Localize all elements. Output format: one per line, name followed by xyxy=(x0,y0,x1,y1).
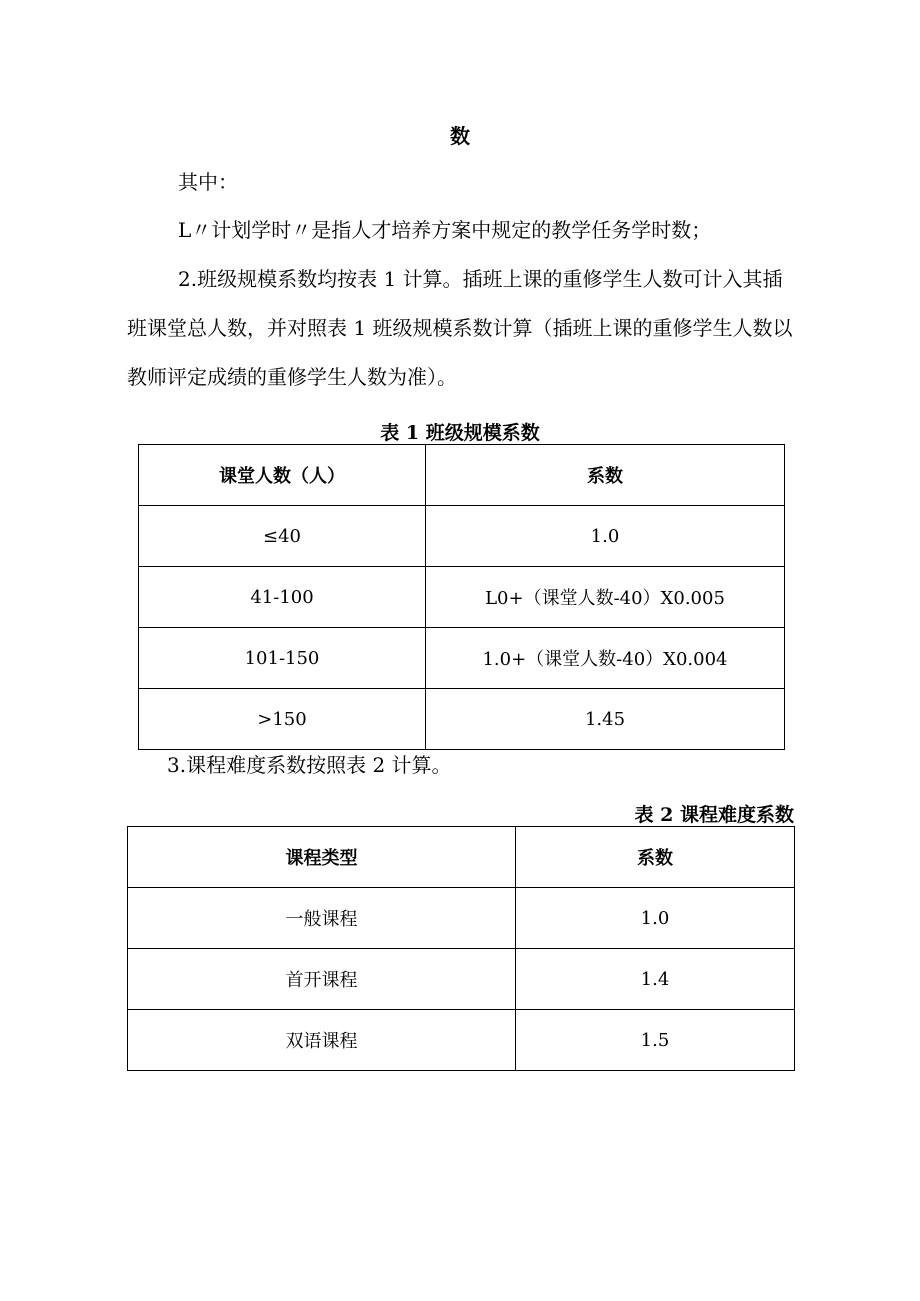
table-row xyxy=(139,567,785,628)
column-header-class-size: 课堂人数（人） xyxy=(139,445,426,506)
table-cell: ≤40 xyxy=(139,506,426,567)
table2-caption: 表 2 课程难度系数 xyxy=(634,804,794,826)
class-size-table xyxy=(138,444,785,750)
table-cell: 1.4 xyxy=(516,949,795,1010)
table-cell: >150 xyxy=(139,689,426,750)
paragraph-difficulty: 3.课程难度系数按照表 2 计算。 xyxy=(167,753,452,777)
paragraph-planned-hours: L〃计划学时〃是指人才培养方案中规定的教学任务学时数； xyxy=(178,218,712,242)
table-cell: 41-100 xyxy=(139,567,426,628)
table-cell: 1.0 xyxy=(516,888,795,949)
table-cell: 1.5 xyxy=(516,1010,795,1071)
table-row xyxy=(139,506,785,567)
table-cell: 双语课程 xyxy=(128,1010,516,1071)
table-header-row xyxy=(139,445,785,506)
table-header-row xyxy=(128,827,795,888)
table-row xyxy=(128,888,795,949)
table-cell: 1.0 xyxy=(426,506,785,567)
table1-caption: 表 1 班级规模系数 xyxy=(380,422,540,444)
paragraph-intro: 其中： xyxy=(178,170,238,194)
paragraph-class-size-line2: 班课堂总人数，并对照表 1 班级规模系数计算（插班上课的重修学生人数以 xyxy=(127,316,793,340)
column-header-coefficient: 系数 xyxy=(426,445,785,506)
paragraph-class-size-line1: 2.班级规模系数均按表 1 计算。插班上课的重修学生人数可计入其插 xyxy=(178,267,783,291)
table-cell: L0+（课堂人数-40）X0.005 xyxy=(426,567,785,628)
column-header-course-type: 课程类型 xyxy=(128,827,516,888)
table-cell: 一般课程 xyxy=(128,888,516,949)
column-header-coefficient: 系数 xyxy=(516,827,795,888)
table-cell: 首开课程 xyxy=(128,949,516,1010)
table-cell: 1.0+（课堂人数-40）X0.004 xyxy=(426,628,785,689)
table-cell: 101-150 xyxy=(139,628,426,689)
table-row xyxy=(139,628,785,689)
paragraph-class-size-line3: 教师评定成绩的重修学生人数为准）。 xyxy=(127,365,457,389)
page-heading: 数 xyxy=(450,124,470,148)
table-row xyxy=(128,1010,795,1071)
table-row xyxy=(128,949,795,1010)
course-difficulty-table xyxy=(127,826,795,1071)
table-row xyxy=(139,689,785,750)
table-cell: 1.45 xyxy=(426,689,785,750)
